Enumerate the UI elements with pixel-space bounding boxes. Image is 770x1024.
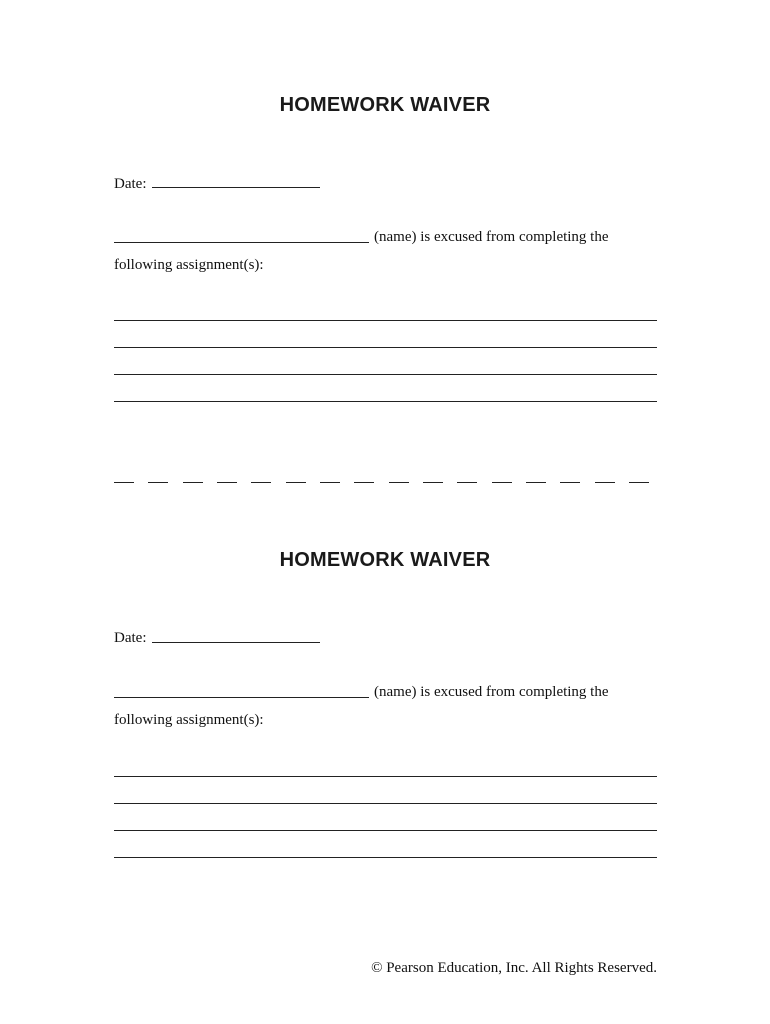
dash	[251, 482, 271, 483]
date-label: Date:	[114, 630, 147, 646]
copyright-notice: © Pearson Education, Inc. All Rights Reserved.	[371, 960, 657, 976]
date-field[interactable]	[152, 642, 320, 643]
waiver-title: HOMEWORK WAIVER	[279, 549, 491, 571]
student-name-field[interactable]	[114, 242, 369, 243]
assignment-line-1[interactable]	[114, 320, 657, 321]
assignment-line-3[interactable]	[114, 374, 657, 375]
dash	[148, 482, 168, 483]
dash	[526, 482, 546, 483]
dash	[423, 482, 443, 483]
date-label: Date:	[114, 176, 147, 192]
waiver-title: HOMEWORK WAIVER	[279, 94, 491, 116]
student-name-field[interactable]	[114, 697, 369, 698]
dash	[595, 482, 615, 483]
dash	[114, 482, 134, 483]
assignments-label: following assignment(s):	[114, 257, 264, 273]
date-field[interactable]	[152, 187, 320, 188]
dash	[389, 482, 409, 483]
assignment-line-2[interactable]	[114, 347, 657, 348]
assignments-label: following assignment(s):	[114, 712, 264, 728]
dash	[457, 482, 477, 483]
assignment-line-1[interactable]	[114, 776, 657, 777]
dash	[320, 482, 340, 483]
dash	[354, 482, 374, 483]
name-excused-text: (name) is excused from completing the	[374, 684, 609, 700]
assignment-line-4[interactable]	[114, 857, 657, 858]
dash	[217, 482, 237, 483]
dash	[492, 482, 512, 483]
dash	[286, 482, 306, 483]
name-excused-text: (name) is excused from completing the	[374, 229, 609, 245]
assignment-line-3[interactable]	[114, 830, 657, 831]
assignment-line-4[interactable]	[114, 401, 657, 402]
dash	[560, 482, 580, 483]
dash	[183, 482, 203, 483]
assignment-line-2[interactable]	[114, 803, 657, 804]
dash	[629, 482, 649, 483]
dashed-cut-line	[114, 482, 649, 484]
